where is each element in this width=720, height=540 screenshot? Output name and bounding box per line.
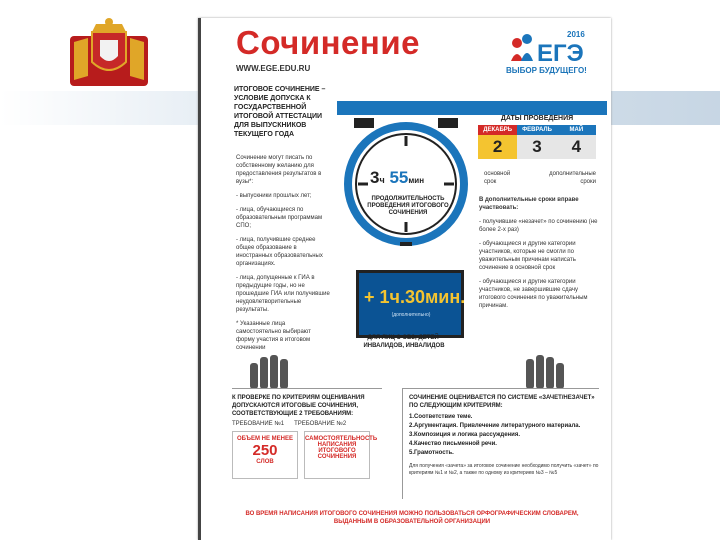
right-paragraph: - обучающиеся и другие категории участников, не завершившие сдачу итогового сочинения по уважительным причинам. — [479, 279, 588, 309]
left-paragraph: - выпускники прошлых лет; — [236, 193, 312, 199]
clock-hours-unit: ч — [379, 175, 385, 185]
requirements-row — [232, 421, 382, 427]
independence-box — [304, 431, 378, 479]
independence-text: САМОСТОЯТЕЛЬНОСТЬ НАПИСАНИЯ ИТОГОВОГО СОЧИНЕНИЯ — [305, 436, 378, 460]
left-paragraph: - лица, обучающиеся по образовательным программам СПО; — [236, 207, 323, 229]
left-column — [236, 154, 330, 358]
volume-number: 250 — [252, 442, 278, 459]
day-number: 3 — [517, 135, 556, 159]
requirement-1: ТРЕБОВАНИЕ №1 — [232, 421, 285, 427]
list-item: 5.Грамотность. — [409, 450, 454, 456]
left-paragraph: * Указанные лица самостоятельно выбирают форму участия в итоговом сочинении — [236, 321, 311, 351]
day-number: 4 — [557, 135, 596, 159]
volume-box — [232, 431, 298, 479]
volume-unit: СЛОВ — [256, 459, 274, 465]
clock-duration — [370, 168, 424, 188]
dates-panel — [478, 110, 596, 159]
page-title: Сочинение — [236, 24, 420, 61]
scoring-section — [402, 388, 599, 499]
right-paragraph: В дополнительные сроки вправе участвовать: — [479, 197, 579, 211]
scoring-note: Для получения «зачета» за итоговое сочинение необходимо получить «зачет» по критериям №1 и №2, а также по одному из критериев №3 – №5 — [409, 463, 599, 476]
list-item: 2.Аргументация. Привлечение литературного материала. — [409, 423, 581, 429]
hands-icon — [210, 355, 602, 389]
volume-label: ОБЪЕМ НЕ МЕНЕЕ — [237, 436, 293, 442]
days-row — [478, 135, 596, 159]
intro-text: ИТОГОВОЕ СОЧИНЕНИЕ – УСЛОВИЕ ДОПУСКА К ГОСУДАРСТВЕННОЙ ИТОГОВОЙ АТТЕСТАЦИИ ДЛЯ ВЫПУСКНИКОВ ТЕКУЩЕГО ГОДА — [234, 86, 326, 138]
month-label: ДЕКАБРЬ — [478, 125, 517, 135]
criteria-title: К ПРОВЕРКЕ ПО КРИТЕРИЯМ ОЦЕНИВАНИЯ ДОПУСКАЮТСЯ ИТОГОВЫЕ СОЧИНЕНИЯ, СООТВЕТСТВУЮЩИЕ 2 ТРЕБОВАНИЯМ: — [232, 395, 365, 417]
list-item: 1.Соответствие теме. — [409, 414, 473, 420]
clock-hours: 3 — [370, 168, 380, 187]
extra-time: + 1ч.30мин. — [364, 287, 466, 307]
scoring-title: СОЧИНЕНИЕ ОЦЕНИВАЕТСЯ ПО СИСТЕМЕ «ЗАЧЕТ/НЕЗАЧЕТ» ПО СЛЕДУЮЩИМ КРИТЕРИЯМ: — [409, 395, 595, 409]
main-period: основной срок — [484, 171, 511, 185]
requirement-2: ТРЕБОВАНИЕ №2 — [294, 421, 347, 427]
dictionary-note: ВО ВРЕМЯ НАПИСАНИЯ ИТОГОВОГО СОЧИНЕНИЯ МОЖНО ПОЛЬЗОВАТЬСЯ ОРФОГРАФИЧЕСКИМ СЛОВАРЕМ, ВЫДАННЫМ В ОБРАЗОВАТЕЛЬНОЙ ОРГАНИЗАЦИИ — [245, 511, 579, 525]
dates-title: ДАТЫ ПРОВЕДЕНИЯ — [500, 115, 574, 122]
period-labels — [484, 170, 596, 186]
disabled-persons-note: ДЛЯ ЛИЦ С ОВЗ, ДЕТЕЙ-ИНВАЛИДОВ, ИНВАЛИДОВ — [363, 335, 445, 349]
ege-year: 2016 — [567, 30, 585, 39]
website-link[interactable]: WWW.EGE.EDU.RU — [236, 64, 311, 73]
coat-of-arms-icon — [66, 16, 152, 86]
left-paragraph: - лица, получившие среднее общее образование в иностранных образовательных организациях. — [236, 237, 323, 267]
list-item: 3.Композиция и логика рассуждения. — [409, 432, 521, 438]
criteria-list — [409, 413, 599, 457]
requirement-boxes — [232, 431, 382, 479]
month-label: МАЙ — [557, 125, 596, 135]
ege-slogan: ВЫБОР БУДУЩЕГО! — [506, 66, 587, 75]
criteria-section — [232, 388, 382, 499]
clock-minutes: 55 — [389, 168, 409, 187]
month-label: ФЕВРАЛЬ — [517, 125, 556, 135]
clock-caption: ПРОДОЛЖИТЕЛЬНОСТЬ ПРОВЕДЕНИЯ ИТОГОВОГО СОЧИНЕНИЯ — [367, 196, 449, 216]
list-item: 4.Качество письменной речи. — [409, 441, 497, 447]
months-row — [478, 125, 596, 135]
left-paragraph: - лица, допущенные к ГИА в предыдущие годы, но не прошедшие ГИА или получившие неудовлетворительные результаты. — [236, 275, 330, 313]
right-paragraph: - обучающиеся и другие категории участников, которые не смогли по уважительным причинам написать сочинение в основной срок — [479, 241, 576, 271]
day-number: 2 — [478, 135, 517, 159]
right-paragraph: - получившие «незачет» по сочинению (не более 2-х раз) — [479, 219, 598, 233]
clock-minutes-unit: мин — [408, 176, 425, 185]
right-column — [479, 196, 601, 316]
ege-logo-text: ЕГЭ — [537, 40, 584, 67]
extra-period: дополнительные сроки — [549, 171, 596, 185]
extra-time-note: (дополнительно) — [391, 312, 431, 318]
left-paragraph: Сочинение могут писать по собственному желанию для предоставления результатов в вузы*: — [236, 155, 322, 185]
